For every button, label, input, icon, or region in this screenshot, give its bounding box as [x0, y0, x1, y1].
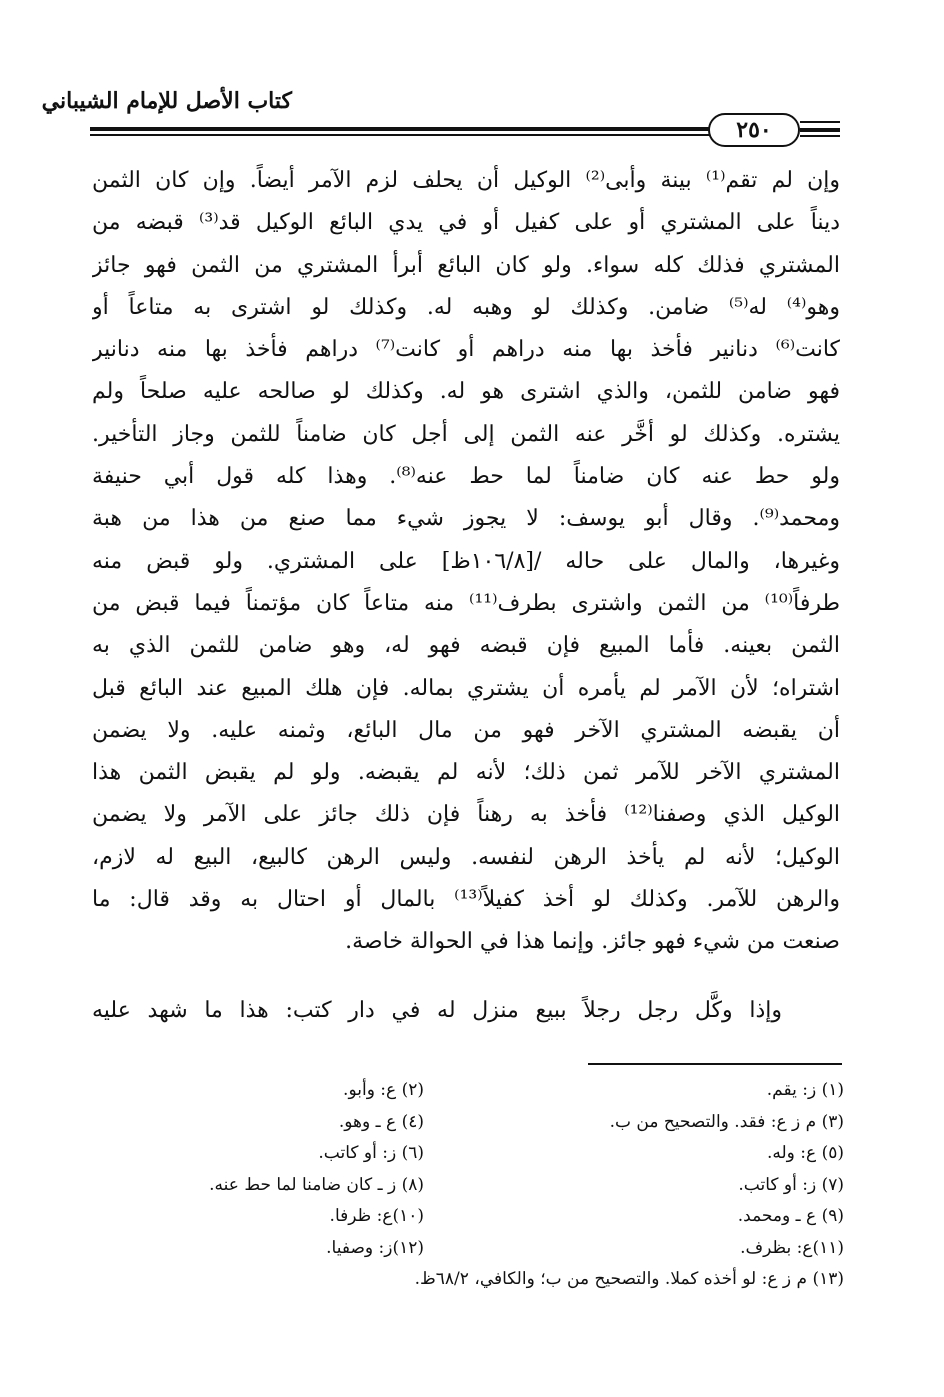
footnote-4: (٤) ع ـ وهو. [338, 1111, 424, 1132]
footnote-row [92, 1233, 844, 1265]
footnote-11: (١١)ع: بظرف. [740, 1237, 844, 1258]
text-line: فهو ضامن للثمن، والذي اشترى هو له. وكذلك لو صالحه عليه صلحاً ولم [92, 379, 840, 405]
footnote-5: (٥) ع: وله. [766, 1143, 844, 1163]
footnote-row [92, 1201, 844, 1233]
footnote-12: (١٢)ز: وصفيا. [326, 1237, 424, 1258]
text-line: صنعت من شيء فهو جائز. وإنما هذا في الحوالة خاصة. [345, 929, 840, 955]
text-line: وإن لم تقم⁽¹⁾ بينة وأبى⁽²⁾ الوكيل أن يحلف لزم الآمر أيضاً. وإن كان الثمن [92, 168, 840, 193]
footnote-9: (٩) ع ـ ومحمد. [737, 1206, 844, 1226]
text-line: وهو⁽⁴⁾ له⁽⁵⁾ ضامن. وكذلك لو وهبه له. وكذلك لو اشترى به متاعاً أو [92, 294, 840, 320]
text-line: ومحمد⁽⁹⁾. وقال أبو يوسف: لا يجوز شيء مما صنع من هذا من هبة [92, 506, 840, 532]
text-line: المشتري الآخر للآمر ثمن ذلك؛ لأنه لم يقبضه. ولو لم يقبض الثمن هذا [92, 760, 840, 786]
text-line: كانت⁽⁶⁾ دنانير فأخذ بها منه دراهم أو كانت⁽⁷⁾ دراهم فأخذ بها منه دنانير [92, 337, 840, 363]
footnote-7: (٧) ز: أو كاتب. [738, 1174, 844, 1195]
text-line: ولو حط عنه كان ضامناً لما حط عنه⁽⁸⁾. وهذا كله قول أبي حنيفة [92, 464, 840, 490]
footnote-8: (٨) ز ـ كان ضامنا لما حط عنه. [209, 1174, 424, 1195]
footnote-row [92, 1170, 844, 1202]
footnote-row [92, 1264, 844, 1296]
footnote-separator [588, 1063, 842, 1065]
text-line: الوكيل الذي وصفنا⁽¹²⁾ فأخذ به رهناً فإن ذلك جائز على الآمر ولا يضمن [92, 802, 840, 828]
text-line: أن يقبضه المشتري الآخر فهو من مال البائع، وثمنه عليه. ولا يضمن [92, 717, 840, 743]
text-line: الوكيل؛ لأنه لم يأخذ الرهن لنفسه. وليس الرهن كالبيع، البيع له لازم، [92, 844, 840, 870]
header-rule-thin [90, 134, 710, 136]
text-line: اشتراه؛ لأن الآمر لم يأمره أن يشتري بماله. فإن هلك المبيع عند البائع قبل [92, 675, 840, 701]
second-paragraph: وإذا وكَّل رجل رجلاً ببيع منزل له في دار كتب: هذا ما شهد عليه [92, 998, 782, 1023]
page-number-ornament [800, 128, 840, 132]
footnote-6: (٦) ز: أو كاتب. [318, 1143, 424, 1163]
text-line: والرهن للآمر. وكذلك لو أخذ كفيلاً⁽¹³⁾ بالمال أو احتال به وقد قال: ما [92, 887, 840, 913]
main-paragraph [92, 160, 840, 964]
footnote-row [92, 1075, 844, 1107]
running-header-title: كتاب الأصل للإمام الشيباني [41, 88, 292, 114]
page-number-text: ٢٥٠ [736, 117, 772, 143]
page-number-ornament [800, 135, 840, 137]
footnote-2: (٢) ع: وأبو. [343, 1080, 424, 1100]
text-line: الثمن بعينه. فأما المبيع فإن قبضه فهو له، وهو ضامن للثمن الذي به [92, 633, 840, 659]
text-line: يشتره. وكذلك لو أخَّر عنه الثمن إلى أجل كان ضامناً للثمن وجاز التأخير. [92, 421, 840, 447]
text-line: وغيرها، والمال على حاله /[١٠٦/٨ظ] على المشتري. ولو قبض منه [92, 548, 840, 574]
footnote-row [92, 1107, 844, 1139]
text-line: المشتري فذلك كله سواء. ولو كان البائع أبرأ المشتري من الثمن فهو جائز [92, 252, 840, 278]
footnote-row [92, 1138, 844, 1170]
text-line: طرفاً⁽¹⁰⁾ من الثمن واشترى بطرف⁽¹¹⁾ منه متاعاً كان مؤتمناً فيما قبض من [92, 590, 840, 616]
page-number [708, 113, 800, 147]
page-number-ornament [800, 121, 840, 123]
text-line: ديناً على المشتري أو على كفيل أو في يدي البائع الوكيل قد⁽³⁾ قبضه من [92, 210, 840, 236]
header-rule [90, 127, 710, 131]
footnote-13: (١٣) م ز ع: لو أخذه كملا. والتصحيح من ب؛ والكافي، ٦٨/٢ظ. [414, 1269, 844, 1289]
footnote-1: (١) ز: يقم. [766, 1080, 844, 1100]
footnote-10: (١٠)ع: ظرفا. [329, 1206, 424, 1226]
footnotes [92, 1075, 844, 1296]
footnote-3: (٣) م ز ع: فقد. والتصحيح من ب. [609, 1111, 844, 1132]
